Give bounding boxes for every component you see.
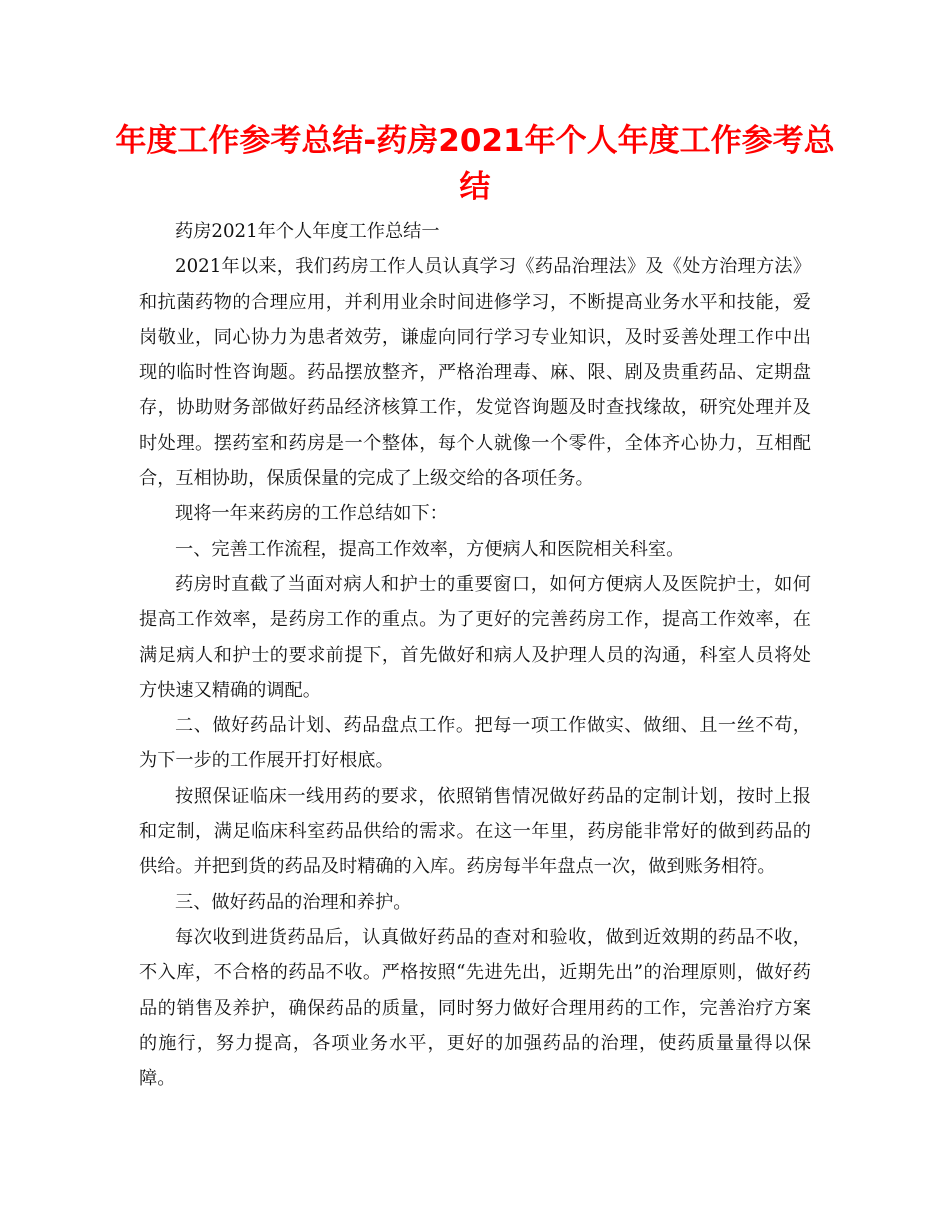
section-heading-3: 三、做好药品的治理和养护。 [175,891,412,913]
section-heading-2: 二、做好药品计划、药品盘点工作。把每一项工作做实、做细、且一丝不苟，为下一步的工作展开打好根底。 [139,715,811,772]
document-title: 年度工作参考总结-药房2021年个人年度工作参考总结 [115,123,835,205]
paragraph-subtitle: 药房2021年个人年度工作总结一 [175,221,440,242]
document-body [139,214,811,1096]
paragraph-section-3: 每次收到进货药品后，认真做好药品的查对和验收，做到近效期的药品不收，不入库，不合格的药品不收。严格按照“先进先出，近期先出”的治理原则，做好药品的销售及养护，确保药品的质量，同时努力做好合理用药的工作，完善治疗方案的施行，努力提高，各项业务水平，更好的加强药品的治理，使药质量量得以保障。 [139,926,811,1090]
paragraph-intro: 2021年以来，我们药房工作人员认真学习《药品治理法》及《处方治理方法》和抗菌药物的合理应用，并利用业余时间进修学习，不断提高业务水平和技能，爱岗敬业，同心协力为患者效劳，谦虚向同行学习专业知识，及时妥善处理工作中出现的临时性咨询题。药品摆放整齐，严格治理毒、麻、限、剧及贵重药品、定期盘存，协助财务部做好药品经济核算工作，发觉咨询题及时查找缘故，研究处理并及时处理。摆药室和药房是一个整体，每个人就像一个零件，全体齐心协力，互相配合，互相协助，保质保量的完成了上级交给的各项任务。 [139,256,811,490]
paragraph-summary-lead: 现将一年来药房的工作总结如下： [175,503,448,525]
paragraph-section-2: 按照保证临床一线用药的要求，依照销售情况做好药品的定制计划，按时上报和定制，满足临床科室药品供给的需求。在这一年里，药房能非常好的做到药品的供给。并把到货的药品及时精确的入库。药房每半年盘点一次，做到账务相符。 [139,785,811,878]
section-heading-1: 一、完善工作流程，提高工作效率，方便病人和医院相关科室。 [175,538,685,560]
paragraph-section-1: 药房时直截了当面对病人和护士的重要窗口，如何方便病人及医院护士，如何提高工作效率，是药房工作的重点。为了更好的完善药房工作，提高工作效率，在满足病人和护士的要求前提下，首先做好和病人及护理人员的沟通，科室人员将处方快速又精确的调配。 [139,573,811,701]
